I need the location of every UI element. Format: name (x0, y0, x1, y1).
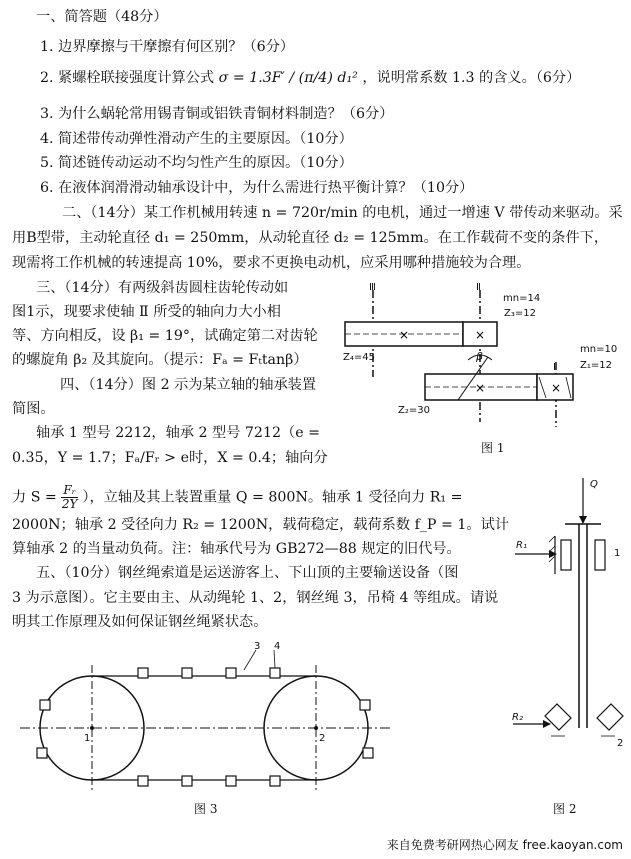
section4-line1: 四、（14分）图 2 示为某立轴的轴承装置 (60, 377, 317, 393)
svg-text:×: × (398, 328, 410, 342)
fig1-beta-label: β (476, 350, 484, 363)
section4-line5-a: 力 S = (12, 489, 57, 506)
fig1-z2-label: Z₂=30 (398, 405, 430, 416)
fig3-wheel2-label: 2 (319, 733, 326, 744)
fig3-rope-label: 3 (254, 641, 261, 652)
section5-line1: 五、（10分）钢丝绳索道是运送游客上、下山顶的主要输送设备（图 (36, 565, 459, 581)
fig3-chair-label: 4 (274, 641, 281, 652)
fig1-shaft1-label: Ⅰ (553, 362, 556, 373)
section4-line5 (12, 484, 463, 511)
fig2-r1-label: R₁ (516, 540, 527, 551)
section4-line6: 2000N；轴承 2 受径向力 R₂ = 1200N，载荷稳定，载荷系数 f_P = 1。试计 (12, 517, 509, 533)
fig1-shaft3-label: Ⅲ (369, 282, 376, 293)
question-2 (40, 68, 580, 88)
question-2-text-b: ，说明常系数 1.3 的含义。（6分） (362, 70, 581, 86)
s-fraction (61, 484, 78, 511)
fig2-bearing2-label: 2 (617, 738, 624, 749)
figure-1-caption: 图 1 (481, 441, 505, 455)
section5-line3: 明其工作原理及如何保证钢丝绳紧状态。 (12, 614, 268, 630)
figure-3-diagram (20, 640, 390, 790)
fig2-q-label: Q (590, 479, 598, 490)
section2-line2: 用B型带，主动轮直径 d₁ = 250mm，从动轮直径 d₂ = 125mm。在工作载荷不变的条件下， (12, 230, 609, 246)
question-4: 4. 简述带传动弹性滑动产生的主要原因。（10分） (40, 131, 353, 147)
figure-3-caption: 图 3 (194, 802, 218, 816)
fig1-mn10-label: mn=10 (580, 344, 618, 355)
svg-text:×: × (474, 381, 486, 395)
fig1-shaft2-label: Ⅱ (476, 282, 481, 293)
s-fraction-numerator: Fᵣ (63, 483, 76, 497)
section3-line3: 等、方向相反，设 β₁ = 19°，试确定第二对齿轮 (12, 328, 318, 344)
svg-text:×: × (474, 328, 486, 342)
footer-watermark: 来自免费考研网热心网友 free.kaoyan.com (386, 838, 623, 852)
question-2-formula: σ = 1.3F′ / (π/4) d₁² (218, 70, 358, 86)
section5-line2: 3 为示意图）。它主要由主、从动绳轮 1、2，钢丝绳 3，吊椅 4 等组成。请说 (12, 590, 499, 606)
question-3: 3. 为什么蜗轮常用锡青铜或铝铁青铜材料制造？（6分） (40, 106, 394, 122)
section3-line2: 图1示，现要求使轴 Ⅱ 所受的轴向力大小相 (12, 304, 281, 320)
section3-line1: 三、（14分）有两级斜齿圆柱齿轮传动如 (36, 280, 289, 296)
question-5: 5. 简述链传动运动不均匀性产生的原因。（10分） (40, 155, 353, 171)
fig1-z3-label: Z₃=12 (504, 308, 536, 319)
section2-line3: 现需将工作机械的转速提高 10%，要求不更换电动机，应采用哪种措施较为合理。 (12, 255, 531, 271)
question-6: 6. 在液体润滑滑动轴承设计中，为什么需进行热平衡计算？（10分） (40, 180, 474, 196)
section3-line4: 的螺旋角 β₂ 及其旋向。（提示：Fₐ = Fₜtanβ） (12, 352, 308, 368)
figure-2-diagram (505, 478, 631, 758)
section4-line4: 0.35，Y = 1.7；Fₐ/Fᵣ > e时，X = 0.4；轴向分 (12, 450, 328, 466)
fig2-r2-label: R₂ (512, 712, 523, 723)
fig3-wheel1-label: 1 (84, 733, 91, 744)
figure-2-caption: 图 2 (553, 802, 577, 816)
section2-line1: 二、（14分）某工作机械用转速 n = 720r/min 的电机，通过一增速 V 带传动来驱动。采 (62, 205, 623, 221)
question-2-text-a: 2. 紧螺栓联接强度计算公式 (40, 70, 215, 86)
section4-line2: 简图。 (12, 401, 55, 417)
fig1-z4-label: Z₄=45 (343, 352, 375, 363)
fig1-z1-label: Z₁=12 (580, 360, 612, 371)
fig1-mn14-label: mn=14 (503, 293, 541, 304)
section4-line3: 轴承 1 型号 2212，轴承 2 型号 7212（e = (36, 425, 320, 441)
fig2-bearing1-label: 1 (614, 548, 621, 559)
section1-title: 一、简答题（48分） (36, 9, 168, 25)
question-1: 1. 边界摩擦与干摩擦有何区别？（6分） (40, 39, 295, 55)
section4-line7: 算轴承 2 的当量动负荷。注：轴承代号为 GB272—88 规定的旧代号。 (12, 541, 461, 557)
section4-line5-b: ），立轴及其上装置重量 Q = 800N。轴承 1 受径向力 R₁ = (82, 489, 463, 506)
svg-text:×: × (550, 381, 562, 395)
s-fraction-denominator: 2Y (61, 497, 78, 511)
